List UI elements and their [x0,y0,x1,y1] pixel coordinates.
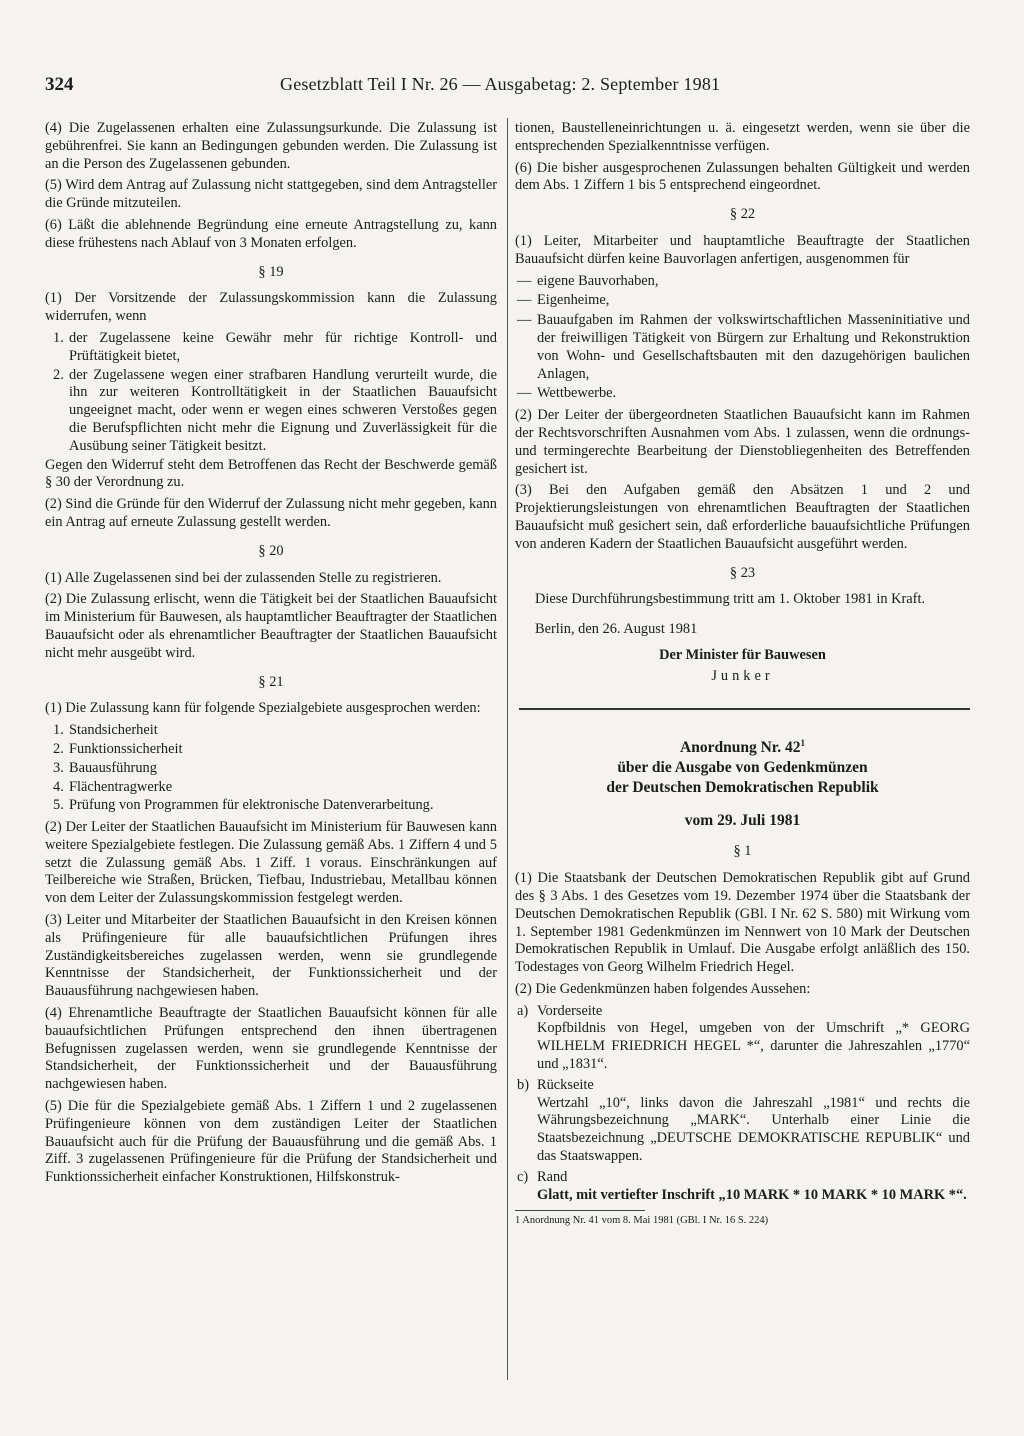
paragraph-22-3: (3) Bei den Aufgaben gemäß den Absätzen 1 und 2 und Projektierungsleistungen von ehrenamtlichen Beauftragten der Staatlichen Bauaufsicht muß gesichert sein, daß erforderliche bauaufsichtliche Prüfungen von anderen Kadern der Staatlichen Bauaufsicht ausgeführt werden. [515,482,970,552]
list-text: Flächentragwerke [69,778,173,795]
paragraph-19-1: (1) Der Vorsitzende der Zulassungskommission kann die Zulassung widerrufen, wenn [45,290,497,325]
place-date: Berlin, den 26. August 1981 [535,621,698,638]
anordnung-title [515,738,970,798]
paragraph-20-2: (2) Die Zulassung erlischt, wenn die Tätigkeit bei der Staatlichen Bauaufsicht im Ministerium für Bauwesen, als hauptamtlicher Beauftragter der Staatlichen Bauaufsicht oder als ehrenamtlicher Beauftragter der Staatlichen Bauaufsicht nicht mehr ausgeübt wird. [45,591,497,661]
list-dash: — [517,292,532,309]
column-divider [507,118,508,1380]
coin-side-item [515,1003,970,1021]
item-label: Rückseite [537,1076,594,1093]
list-number: 1. [53,329,64,346]
paragraph-20-1: (1) Alle Zugelassenen sind bei der zulassenden Stelle zu registrieren. [45,569,442,586]
paragraph-a1-1: (1) Die Staatsbank der Deutschen Demokratischen Republik gibt auf Grund des § 3 Abs. 1 des Gesetzes vom 19. Dezember 1974 über die Staatsbank der Deutschen Demokratischen Republik (GBl. I Nr. 62 S. 580) mit Wirkung vom 1. September 1981 Gedenkmünzen im Nennwert von 10 Mark der Deutschen Demokratischen Republik in Umlauf. Die Ausgabe erfolgt anläßlich des 150. Todestages von Georg Wilhelm Friedrich Hegel. [515,870,970,976]
list-item [515,385,970,403]
item-text: Glatt, mit vertiefter Inschrift „10 MARK * 10 MARK * 10 MARK *“. [537,1186,967,1203]
paragraph-18-5: (5) Wird dem Antrag auf Zulassung nicht stattgegeben, sind dem Antragsteller die Gründe mitzuteilen. [45,177,497,212]
item-letter: c) [517,1168,529,1185]
page-header [45,74,975,98]
item-letter: a) [517,1002,529,1019]
paragraph-21-1: (1) Die Zulassung kann für folgende Spezialgebiete ausgesprochen werden: [45,700,481,717]
list-item [45,741,497,759]
list-text: Funktionssicherheit [69,740,183,757]
anordnung-number: Anordnung Nr. 42 [680,738,801,756]
list-item [45,367,497,456]
paragraph-21-5: (5) Die für die Spezialgebiete gemäß Abs. 1 Ziffern 1 und 2 zugelassenen Prüfingenieure können von dem zuständigen Leiter der Staatlichen Bauaufsicht auch für die Prüfung der Bauausführung und die gemäß Abs. 1 Ziff. 3 zugelassenen Prüfingenieure für die Prüfung der Standsicherheit und Funktionssicherheit einfacher Konstruktionen, Hilfskonstruk- [45,1098,497,1186]
footnote-marker: 1 [800,737,805,748]
paragraph-21-4: (4) Ehrenamtliche Beauftragte der Staatlichen Bauaufsicht können für alle bauaufsichtlichen Prüfungen entsprechend den ihnen übertragenen Befugnissen zugelassen werden, wenn sie grundlegende Kenntnisse der Standsicherheit, der Funktionssicherheit und der Bauausführung nachgewiesen haben. [45,1005,497,1093]
paragraph-19-1b: Gegen den Widerruf steht dem Betroffenen das Recht der Beschwerde gemäß § 30 der Verordnung zu. [45,456,497,491]
coin-side-item [515,1169,970,1187]
signatory-name: Junker [711,667,774,684]
section-separator [519,708,970,710]
paragraph-18-4: (4) Die Zugelassenen erhalten eine Zulassungsurkunde. Die Zulassung ist gebührenfrei. Sie kann an Bedingungen gebunden werden. Die Zulassung ist an die Person des Zugelassenen gebunden. [45,120,497,172]
anordnung-date: vom 29. Juli 1981 [684,811,801,829]
section-heading-1: § 1 [733,843,752,860]
section-heading-22: § 22 [729,206,756,223]
paragraph-21-6: (6) Die bisher ausgesprochenen Zulassungen behalten Gültigkeit und werden dem Abs. 1 Ziffern 1 bis 5 entsprechend eingeordnet. [515,159,970,194]
item-text: Kopfbildnis von Hegel, umgeben von der Umschrift „* GEORG WILHELM FRIEDRICH HEGEL *“, darunter die Jahreszahlen „1770“ und „1831“. [537,1020,970,1073]
running-title: Gesetzblatt Teil I Nr. 26 — Ausgabetag: 2. September 1981 [280,74,721,94]
list-number: 3. [53,759,64,776]
list-text: Wettbewerbe. [537,385,617,402]
list-item [45,722,497,740]
item-letter: b) [517,1076,529,1093]
paragraph-23: Diese Durchführungsbestimmung tritt am 1. Oktober 1981 in Kraft. [535,591,926,608]
list-text: Eigenheime, [537,292,610,309]
list-dash: — [517,312,532,329]
paragraph-21-2: (2) Der Leiter der Staatlichen Bauaufsicht im Ministerium für Bauwesen kann weitere Spezialgebiete festlegen. Die Zulassung gemäß Abs. 1 Ziffern 4 und 5 setzt die Zulassung gemäß Abs. 1 Ziff. 1 voraus. Einschränkungen auf Teilbereiche wie Straßen, Brücken, Tiefbau, Industriebau, Metallbau können von dem Leiter der Zulassungskommission festgelegt werden. [45,819,497,907]
list-number: 5. [53,797,64,814]
list-item [515,273,970,291]
list-item [45,760,497,778]
list-number: 2. [53,366,64,383]
anordnung-title-line-2: über die Ausgabe von Gedenkmünzen [617,758,868,776]
paragraph-21-3: (3) Leiter und Mitarbeiter der Staatlichen Bauaufsicht in den Kreisen können als Prüfingenieure für alle bauaufsichtlichen Prüfungen ihres Zuständigkeitsbereiches zugelassen werden, wenn sie grundlegende Kenntnisse der Standsicherheit, der Funktionssicherheit und der Bauausführung nachgewiesen haben. [45,912,497,1000]
list-text: der Zugelassene wegen einer strafbaren Handlung verurteilt wurde, die ihn zur weiteren Kontrolltätigkeit in der Staatlichen Bauaufsicht ungeeignet macht, oder wenn er wegen eines schweren Verstoßes gegen die Berufspflichten nicht mehr die Eignung und Zuverlässigkeit für die Ausübung seiner Tätigkeit besitzt. [69,366,497,454]
list-text: Bauausführung [69,759,157,776]
coin-side-item [515,1077,970,1095]
footnote: 1 Anordnung Nr. 41 vom 8. Mai 1981 (GBl. I Nr. 16 S. 224) [515,1215,769,1227]
signatory-title: Der Minister für Bauwesen [659,646,826,663]
list-number: 1. [53,722,64,739]
section-heading-21: § 21 [258,673,284,690]
item-label: Vorderseite [537,1002,603,1019]
list-number: 4. [53,778,64,795]
paragraph-19-2: (2) Sind die Gründe für den Widerruf der Zulassung nicht mehr gegeben, kann ein Antrag auf erneute Zulassung gestellt werden. [45,496,497,530]
list-dash: — [517,272,532,289]
list-number: 2. [53,740,64,757]
page-number: 324 [45,74,74,95]
paragraph-22-1: (1) Leiter, Mitarbeiter und hauptamtliche Beauftragte der Staatlichen Bauaufsicht dürfen keine Bauvorlagen anfertigen, ausgenommen für [515,232,970,267]
right-column [515,120,970,1227]
paragraph-21-5-continued: tionen, Baustelleneinrichtungen u. ä. eingesetzt werden, wenn sie über die entsprechenden Spezialkenntnisse verfügen. [515,120,970,154]
list-text: eigene Bauvorhaben, [537,272,659,289]
list-dash: — [517,385,532,402]
section-heading-20: § 20 [258,542,284,559]
footnote-rule [515,1210,645,1211]
section-heading-19: § 19 [258,263,284,280]
item-label: Rand [537,1168,568,1185]
list-text: der Zugelassene keine Gewähr mehr für richtige Kontroll- und Prüftätigkeit bietet, [69,329,497,364]
list-item [45,779,497,797]
list-item [515,312,970,383]
list-text: Bauaufgaben im Rahmen der volkswirtschaftlichen Masseninitiative und der freiwilligen Tätigkeit von Bürgern zur Erhaltung und Rekonstruktion von Wohn- und Gesellschaftsbauten mit den dazugehörigen baulichen Anlagen, [537,312,970,382]
section-heading-23: § 23 [729,564,756,581]
paragraph-a1-2: (2) Die Gedenkmünzen haben folgendes Aussehen: [515,980,811,997]
left-column [45,120,497,1191]
list-item [45,797,497,815]
anordnung-title-line-1 [515,738,970,758]
paragraph-22-2: (2) Der Leiter der übergeordneten Staatlichen Bauaufsicht kann im Rahmen der Rechtsvorschriften Ausnahmen vom Abs. 1 zulassen, wenn die ordnungs- und termingerechte Bearbeitung der Dienstobliegenheiten des Betreffenden gesichert ist. [515,407,970,477]
list-item [515,292,970,310]
item-text: Wertzahl „10“, links davon die Jahreszahl „1981“ und rechts die Währungsbezeichnung „MARK“. Unterhalb einer Linie die Staatsbezeichnung „DEUTSCHE DEMOKRATISCHE REPUBLIK“ und das Staatswappen. [537,1094,970,1165]
list-item [45,330,497,366]
anordnung-title-line-3: der Deutschen Demokratischen Republik [606,778,879,796]
paragraph-18-6: (6) Läßt die ablehnende Begründung eine erneute Antragstellung zu, kann diese frühestens nach Ablauf von 3 Monaten erfolgen. [45,216,497,251]
list-text: Prüfung von Programmen für elektronische Datenverarbeitung. [69,797,434,814]
list-text: Standsicherheit [69,722,158,739]
